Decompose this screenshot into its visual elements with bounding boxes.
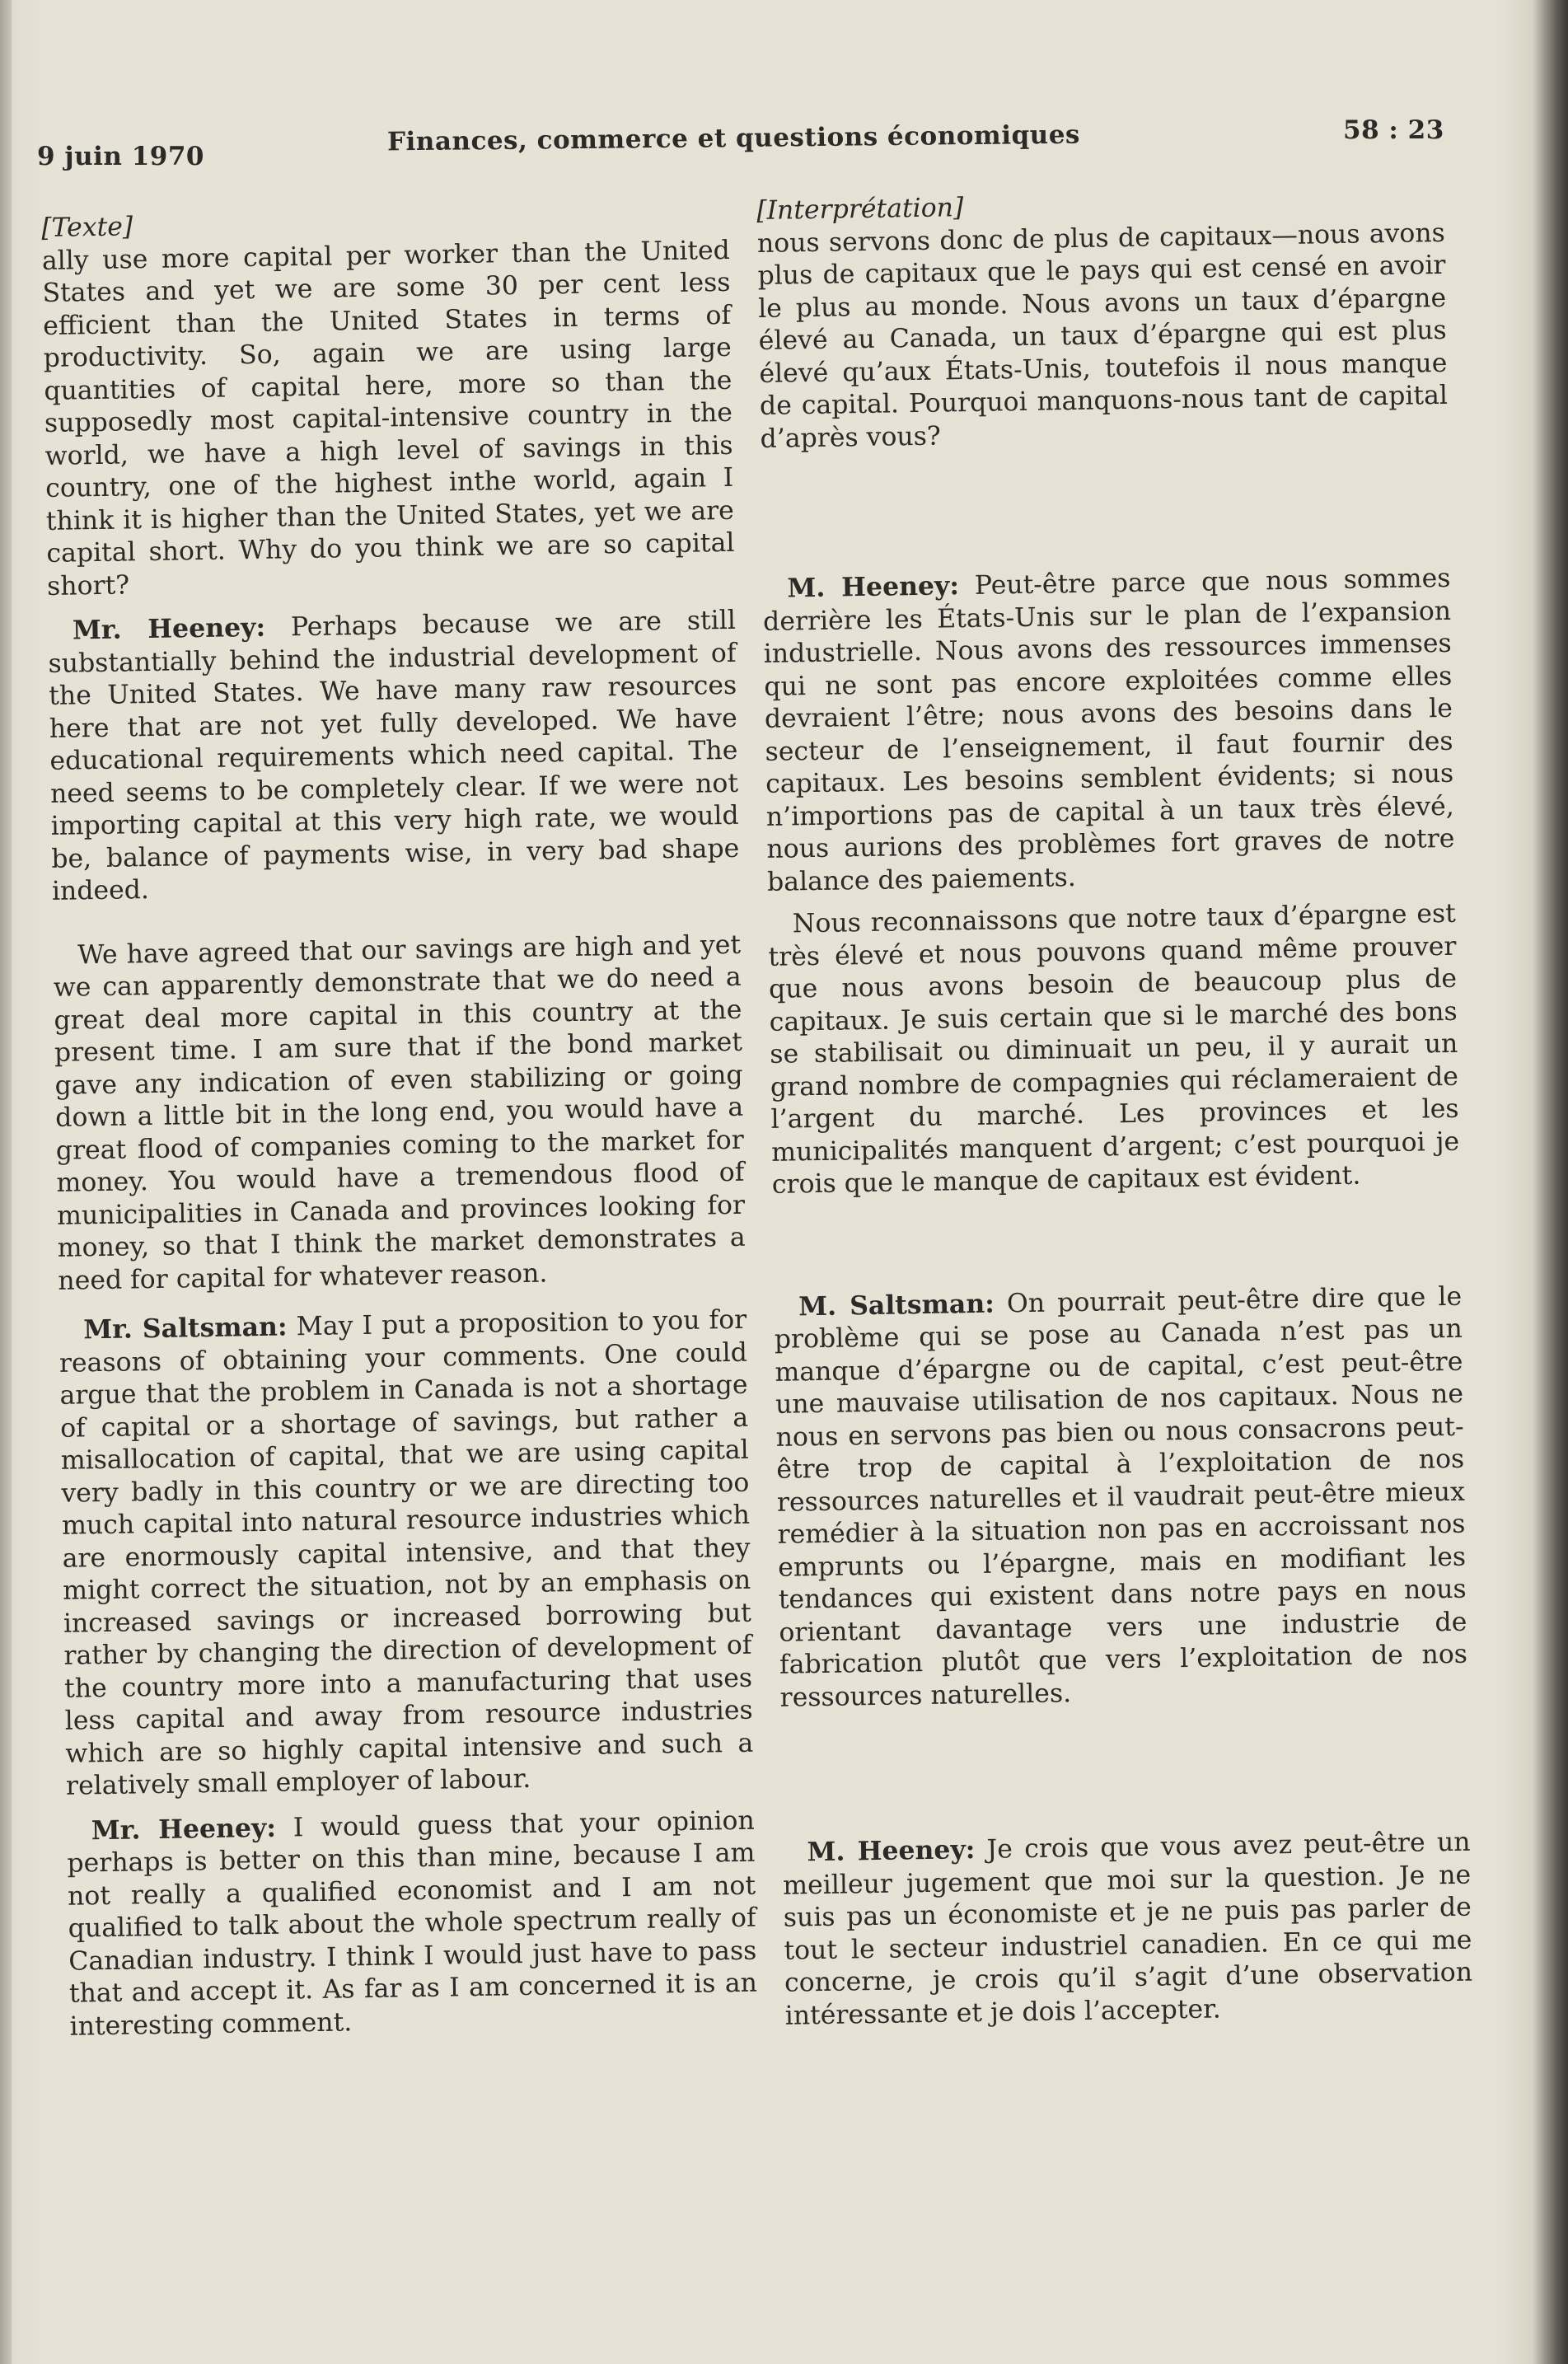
paragraph-text: We have agreed that our savings are high and yet we can apparently demonstrate that we do need a great deal more capital in this country at the present time. I am sure that if the bond market gave any indication of even stabilizing or going down a little bit in the long end, you would have a great flood of companies coming to the market for money. You would have a tremendous flood of municipalities in Canada and provinces looking for money, so that I think the market demonstrates a need for capital for whatever reason. bbox=[53, 929, 746, 1296]
text-tag: [Texte] bbox=[41, 212, 133, 243]
paragraph bbox=[782, 1826, 1473, 2033]
paragraph bbox=[59, 1304, 754, 1804]
paragraph-text: Nous reconnaissons que notre taux d’épargne est très élevé et nous pouvons quand même prouver que nous avons besoin de beaucoup plus de capitaux. Je suis certain que si le marché des bons se stabilisait ou diminuait un peu, il y aurait un grand nombre de compagnies qui réclameraient de l’argent du marché. Les provinces et les municipalités manquent d’argent; c’est pourquoi je crois que le manque de capitaux est évident. bbox=[768, 898, 1460, 1200]
french-column bbox=[756, 185, 1473, 2033]
paragraph-text: May I put a proposition to you for reasons of obtaining your comments. One could argue that the problem in Canada is not a shortage of capital or a shortage of savings, but rather a misallocation of capital, that we are using capital very badly in this country or we are directing too much capital into natural resource industries which are enormously capital intensive, and that they might correct the situation, not by an emphasis on increased savings or increased borrowing but rather by changing the direction of development of the country more into a manufacturing that uses less capital and away from resource industries which are so highly capital intensive and such a relatively small employer of labour. bbox=[59, 1304, 754, 1801]
interpretation-tag: [Interprétation] bbox=[756, 193, 964, 226]
page-edge bbox=[0, 0, 12, 2364]
paragraph bbox=[48, 604, 740, 909]
paragraph-text: I would guess that your opinion perhaps is better on this than mine, because I am not really a qualified economist and I am not qualified to talk about the whole spectrum really of Canadian industry. I think I would just have to pass that and accept it. As far as I am concerned it is an interesting comment. bbox=[67, 1805, 758, 2042]
header-page-number: 58 : 23 bbox=[1343, 115, 1444, 145]
english-column bbox=[41, 202, 758, 2043]
paragraph bbox=[774, 1280, 1468, 1715]
paragraph-text: nous servons donc de plus de capitaux—nous avons plus de capitaux que le pays qui est censé en avoir le plus au monde. Nous avons un taux d’épargne élevé au Canada, un taux d’épargne qui est plus élevé qu’aux États-Unis, toutefois il nous manque de capital. Pourquoi manquons-nous tant de capital d’après vous? bbox=[756, 218, 1449, 454]
paragraph-text: Perhaps because we are still substantially behind the industrial development of the United States. We have many raw resources here that are not yet fully developed. We have educational requirements which need capital. The need seems to be completely clear. If we were not importing capital at this very high rate, we would be, balance of payments wise, in very bad shape indeed. bbox=[48, 605, 740, 906]
speaker-name: Mr. Heeney: bbox=[72, 611, 266, 646]
paragraph-text: Peut-être parce que nous sommes derrière les États-Unis sur le plan de l’expansion industrielle. Nous avons des ressources immenses qui ne sont pas encore exploitées comme elles devraient l’être; nous avons des besoins dans le secteur de l’enseignement, il faut fournir des capitaux. Les besoins semblent évidents; si nous n’importions pas de capital à un taux très élevé, nous aurions des problèmes fort graves de notre balance des paiements. bbox=[762, 563, 1455, 897]
paragraph-text: ally use more capital per worker than the United States and yet we are some 30 per cent less efficient than the United States in terms of productivity. So, again we are using large quantities of capital here, more so than the supposedly most capital-intensive country in the world, we have a high level of savings in this country, one of the highest inthe world, again I think it is higher than the United States, yet we are capital short. Why do you think we are so capital short? bbox=[41, 235, 735, 602]
header-date: 9 juin 1970 bbox=[37, 142, 205, 171]
speaker-name: M. Heeney: bbox=[807, 1834, 976, 1868]
speaker-name: Mr. Saltsman: bbox=[83, 1311, 288, 1346]
paragraph bbox=[42, 234, 736, 603]
paragraph bbox=[67, 1804, 758, 2043]
speaker-name: Mr. Heeney: bbox=[91, 1812, 277, 1846]
paragraph-text: On pourrait peut-être dire que le problème qui se pose au Canada n’est pas un manque d’épargne ou de capital, c’est peut-être une mauvaise utilisation de nos capitaux. Nous ne nous en servons pas bien ou nous consacrons peut-être trop de capital à l’exploitation de nos ressources naturelles et il vaudrait peut-être mieux remédier à la situation non pas en accroissant nos emprunts ou l’épargne, mais en modifiant les tendances qui existent dans notre pays en nous orientant davantage vers une industrie de fabrication plutôt que vers l’exploitation de nos ressources naturelles. bbox=[774, 1281, 1468, 1713]
paragraph bbox=[768, 898, 1460, 1202]
paragraph bbox=[53, 929, 747, 1298]
paragraph bbox=[762, 562, 1455, 899]
header-title: Finances, commerce et questions économiques bbox=[386, 119, 1081, 157]
speaker-name: M. Heeney: bbox=[787, 570, 960, 604]
speaker-name: M. Saltsman: bbox=[798, 1288, 995, 1322]
paragraph-text: Je crois que vous avez peut-être un meilleur jugement que moi sur la question. Je ne suis pas un économiste et je ne puis pas parler de tout le secteur industriel canadien. En ce qui me concerne, je crois qu’il s’agit d’une observation intéressante et je dois l’accepter. bbox=[782, 1827, 1473, 2031]
paragraph bbox=[757, 217, 1449, 456]
